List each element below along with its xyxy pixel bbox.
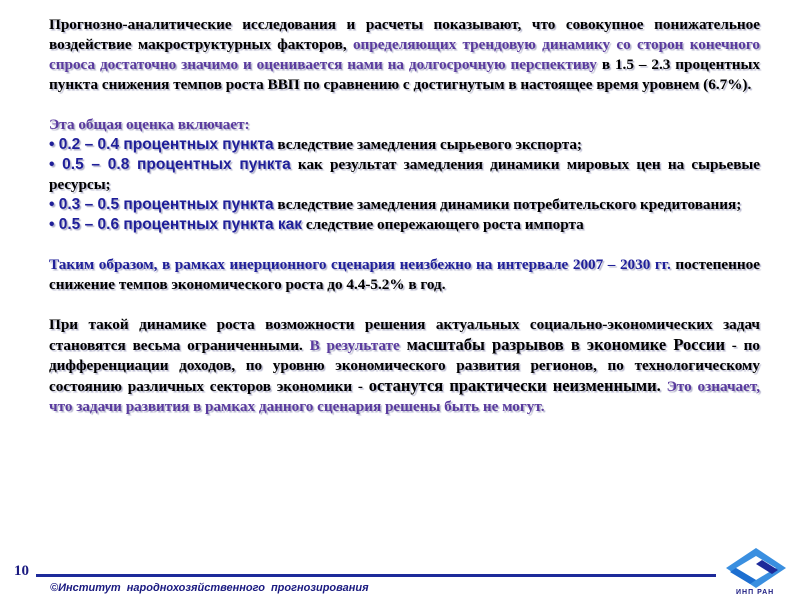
intro-text-3: определяющих трендовую динамику со сторон конечного спроса достаточно значимо и оценивается нами на долгосрочную перспективу (49, 36, 761, 73)
final-text-1: При такой динамике роста возможности решения актуальных социально-экономических задач становятся весьма ограниченными. (49, 316, 760, 354)
estimate-item-2-text: как результат замедления динамики мировых цен на сырьевые ресурсы; (49, 156, 760, 193)
conclusion-paragraph (49, 255, 760, 295)
logo-caption: ИНП РАН (736, 589, 775, 596)
estimate-item-4-value: • 0.5 – 0.6 процентных пункта как (49, 216, 303, 233)
estimate-item-3-text: вследствие замедления динамики потребительского кредитования; (273, 196, 742, 213)
footer-copyright: ©Институт народнохозяйственного прогнозирования (50, 582, 369, 594)
estimate-item-1-value: • 0.2 – 0.4 процентных пункта (49, 136, 274, 153)
intro-text-4: в 1.5 – 2.3 процентных пункта снижения темпов роста ВВП по сравнению с достигнутым в настоящее время уровнем (6.7%). (49, 56, 760, 93)
estimate-heading: Эта общая оценка включает: (49, 116, 250, 133)
final-text-2: В результате (302, 337, 407, 354)
footer-divider (36, 574, 716, 577)
estimate-item-2-value: • 0.5 – 0.8 процентных пункта (49, 156, 291, 173)
final-paragraph (49, 315, 760, 417)
estimate-item-4 (49, 215, 760, 235)
slide-body (49, 15, 760, 417)
conclusion-text-2: постепенное снижение темпов экономического роста до 4.4-5.2% в год. (49, 256, 760, 293)
page-number: 10 (14, 563, 29, 579)
estimate-item-4-text: следствие опережающего роста импорта (302, 216, 584, 233)
estimate-item-3 (49, 195, 760, 215)
final-text-3: масштабы разрывов в экономике России (406, 335, 725, 354)
estimate-item-1 (49, 135, 760, 155)
estimate-item-1-text: вследствие замедления сырьевого экспорта; (273, 136, 582, 153)
final-text-5: останутся практически неизменными. (368, 376, 661, 395)
estimate-item-2 (49, 155, 760, 195)
intro-text-1: Прогнозно-аналитические исследования и расчеты показывают, что (49, 16, 556, 33)
conclusion-text-1: Таким образом, в рамках инерционного сценария неизбежно на интервале 2007 – 2030 гг. (49, 256, 671, 273)
intro-text-2: совокупное понижательное воздействие макроструктурных факторов, (49, 16, 760, 53)
estimate-item-3-value: • 0.3 – 0.5 процентных пункта (49, 196, 274, 213)
intro-paragraph (49, 15, 760, 95)
final-text-6: Это означает, что задачи развития в рамках данного сценария решены быть не могут. (49, 378, 761, 415)
final-text-4: - по дифференциации доходов, по уровню экономического развития регионов, по технологическому состоянию различных секторов экономики - (49, 337, 761, 395)
